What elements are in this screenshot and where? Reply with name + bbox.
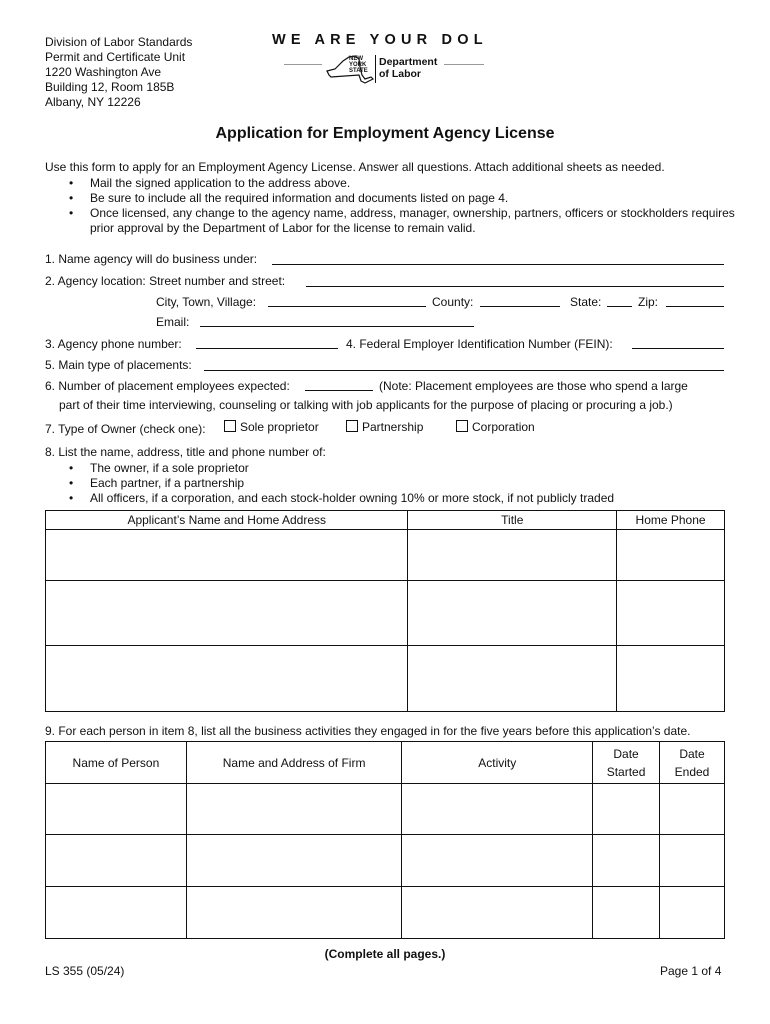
address-line: Albany, NY 12226 [45, 95, 141, 109]
q5-label: 5. Main type of placements: [45, 358, 192, 372]
street-field[interactable] [306, 286, 724, 287]
table-cell[interactable] [186, 835, 402, 887]
page-title: Application for Employment Agency License [215, 125, 555, 142]
table-cell[interactable] [660, 784, 725, 835]
corporation-checkbox[interactable] [456, 420, 468, 432]
table-cell[interactable] [46, 581, 408, 646]
page-number: Page 1 of 4 [660, 964, 722, 978]
address-line: Permit and Certificate Unit [45, 50, 186, 64]
address-line: 1220 Washington Ave [45, 65, 162, 79]
table-header-row [46, 511, 725, 530]
list-item: • Once licensed, any change to the agency name, address, manager, ownership, partners, officers or stockholders requires prior approval by the Department of Labor for the license to remain valid. [45, 206, 735, 236]
table-row [46, 530, 725, 581]
q8-bullets [45, 461, 735, 506]
list-item: • Be sure to include all the required information and documents listed on page 4. [45, 191, 735, 206]
complete-all-pages-note: (Complete all pages.) [324, 947, 446, 961]
q1-label: 1. Name agency will do business under: [45, 252, 258, 266]
table-cell[interactable] [46, 835, 187, 887]
county-label: County: [432, 295, 474, 309]
table-row [46, 784, 725, 835]
intro-bullets [45, 176, 735, 236]
brand-rule-left [284, 64, 322, 65]
table-cell[interactable] [617, 646, 725, 712]
table-cell[interactable] [46, 784, 187, 835]
col-header: Home Phone [617, 511, 725, 530]
table-cell[interactable] [186, 784, 402, 835]
form-id: LS 355 (05/24) [45, 964, 125, 978]
corporation-option[interactable]: Corporation [456, 420, 535, 434]
employees-field[interactable] [305, 390, 373, 391]
col-header: Title [408, 511, 617, 530]
sole-proprietor-option[interactable]: Sole proprietor [224, 420, 319, 434]
list-item: • The owner, if a sole proprietor [45, 461, 735, 476]
table-cell[interactable] [46, 646, 408, 712]
col-header: Date Ended [660, 742, 725, 784]
logo-dept-text: Department of Labor [379, 56, 438, 80]
table-cell[interactable] [408, 646, 617, 712]
q6-note: (Note: Placement employees are those who spend a large [379, 379, 688, 393]
table-cell[interactable] [46, 530, 408, 581]
col-header: Activity [402, 742, 593, 784]
q6-label: 6. Number of placement employees expected: [45, 379, 290, 393]
q7-label: 7. Type of Owner (check one): [45, 422, 206, 436]
table-cell[interactable] [402, 887, 593, 939]
table-row [46, 646, 725, 712]
phone-field[interactable] [196, 348, 338, 349]
table-cell[interactable] [617, 530, 725, 581]
address-line: Building 12, Room 185B [45, 80, 175, 94]
agency-name-field[interactable] [272, 264, 724, 265]
mailing-address [45, 35, 192, 110]
q2-label: 2. Agency location: Street number and street: [45, 274, 286, 288]
list-item: • All officers, if a corporation, and each stock-holder owning 10% or more stock, if not publicly traded [45, 491, 735, 506]
q3-label: 3. Agency phone number: [45, 337, 182, 351]
table-cell[interactable] [660, 835, 725, 887]
table-row [46, 835, 725, 887]
list-item: • Each partner, if a partnership [45, 476, 735, 491]
nys-dol-logo [325, 53, 443, 85]
list-item: • Mail the signed application to the address above. [45, 176, 735, 191]
table-cell[interactable] [593, 835, 660, 887]
officers-table [45, 510, 725, 712]
q9-label: 9. For each person in item 8, list all the business activities they engaged in for the five years before this application’s date. [45, 724, 691, 738]
partnership-option[interactable]: Partnership [346, 420, 423, 434]
state-field[interactable] [607, 306, 632, 307]
table-cell[interactable] [593, 784, 660, 835]
col-header: Date Started [593, 742, 660, 784]
zip-label: Zip: [638, 295, 659, 309]
table-cell[interactable] [593, 887, 660, 939]
business-activities-table [45, 741, 725, 939]
fein-field[interactable] [632, 348, 724, 349]
table-header-row [46, 742, 725, 784]
county-field[interactable] [480, 306, 560, 307]
table-row [46, 887, 725, 939]
q6-note-cont: part of their time interviewing, counseling or talking with job applicants for the purpose of placing or procuring a job.) [59, 398, 673, 412]
table-cell[interactable] [402, 835, 593, 887]
table-cell[interactable] [660, 887, 725, 939]
zip-field[interactable] [666, 306, 724, 307]
q4-label: 4. Federal Employer Identification Number (FEIN): [346, 337, 613, 351]
q8-label: 8. List the name, address, title and phone number of: [45, 445, 326, 459]
email-field[interactable] [200, 326, 474, 327]
table-cell[interactable] [46, 887, 187, 939]
state-label: State: [570, 295, 602, 309]
sole-proprietor-checkbox[interactable] [224, 420, 236, 432]
email-label: Email: [156, 315, 190, 329]
logo-state-text: NEW YORK STATE [349, 56, 368, 74]
table-cell[interactable] [408, 581, 617, 646]
col-header: Applicant’s Name and Home Address [46, 511, 408, 530]
brand-slogan: WE ARE YOUR DOL [272, 32, 488, 48]
table-cell[interactable] [617, 581, 725, 646]
city-field[interactable] [268, 306, 426, 307]
placements-field[interactable] [204, 370, 724, 371]
table-cell[interactable] [402, 784, 593, 835]
intro-text: Use this form to apply for an Employment Agency License. Answer all questions. Attach additional sheets as needed. [45, 160, 665, 174]
brand-rule-right [444, 64, 484, 65]
col-header: Name of Person [46, 742, 187, 784]
partnership-checkbox[interactable] [346, 420, 358, 432]
table-cell[interactable] [186, 887, 402, 939]
table-cell[interactable] [408, 530, 617, 581]
col-header: Name and Address of Firm [186, 742, 402, 784]
city-label: City, Town, Village: [156, 295, 257, 309]
table-row [46, 581, 725, 646]
address-line: Division of Labor Standards [45, 35, 193, 49]
